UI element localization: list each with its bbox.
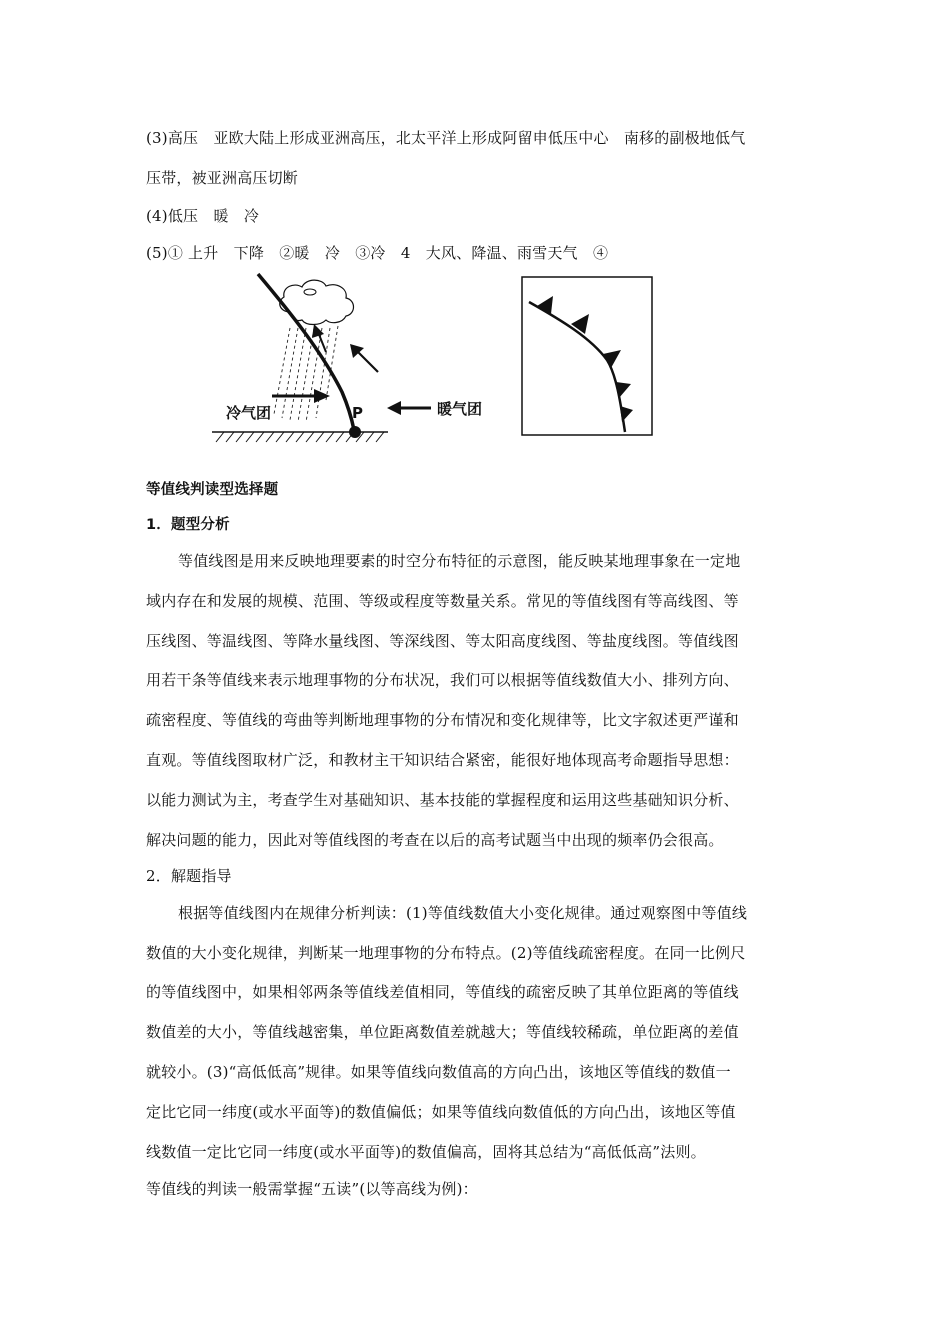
- para2-line-2: 数值的大小变化规律，判断某一地理事物的分布特点。(2)等值线疏密程度。在同一比例尺: [146, 944, 746, 962]
- cold-front-symbol-diagram: [521, 276, 653, 436]
- warm-air-group: [385, 392, 495, 428]
- para1-line-4: 用若干条等值线来表示地理事物的分布状况，我们可以根据等值线数值大小、排列方向、: [146, 671, 739, 689]
- para2-line-6: 定比它同一纬度(或水平面等)的数值偏低；如果等值线向数值低的方向凸出，该地区等值: [146, 1103, 736, 1121]
- answer-line-4: (4)低压 暖 冷: [146, 207, 260, 225]
- last-line: 等值线的判读一般需掌握“五读”(以等高线为例)：: [146, 1180, 478, 1198]
- para1-line-2: 域内存在和发展的规模、范围、等级或程度等数量关系。常见的等值线图有等高线图、等: [146, 592, 739, 610]
- point-p-label: P: [352, 404, 363, 422]
- para2-line-3: 的等值线图中，如果相邻两条等值线差值相同，等值线的疏密反映了其单位距离的等值线: [146, 983, 739, 1001]
- para1-line-8: 解决问题的能力，因此对等值线图的考查在以后的高考试题当中出现的频率仍会很高。: [146, 831, 724, 849]
- para1-line-3: 压线图、等温线图、等降水量线图、等深线图、等太阳高度线图、等盐度线图。等值线图: [146, 632, 739, 650]
- warm-air-arrow-icon: [350, 344, 378, 372]
- rain-lines: [274, 326, 338, 422]
- para2-line-1: 根据等值线图内在规律分析判读：(1)等值线数值大小变化规律。通过观察图中等值线: [178, 904, 748, 922]
- figure-frame: [522, 277, 652, 435]
- cloud-icon: [280, 280, 354, 324]
- answer-line-3b: 压带，被亚洲高压切断: [146, 169, 299, 187]
- para1-line-7: 以能力测试为主，考查学生对基础知识、基本技能的掌握程度和运用这些基础知识分析、: [146, 791, 739, 809]
- subsection-1-title: 1．题型分析: [146, 517, 230, 533]
- cold-front-diagram: [210, 272, 390, 452]
- subsection-2-title: 2．解题指导: [146, 867, 232, 885]
- para1-line-5: 疏密程度、等值线的弯曲等判断地理事物的分布情况和变化规律等，比文字叙述更严谨和: [146, 711, 739, 729]
- answer-line-5: (5)① 上升 下降 ②暖 冷 ③冷 4 大风、降温、雨雪天气 ④: [146, 244, 609, 262]
- para2-line-7: 线数值一定比它同一纬度(或水平面等)的数值偏高，固将其总结为“高低低高”法则。: [146, 1143, 706, 1161]
- point-p-marker: [349, 426, 361, 438]
- answer-line-3a: (3)高压 亚欧大陆上形成亚洲高压，北太平洋上形成阿留申低压中心 南移的副极地低气: [146, 129, 746, 147]
- cold-air-label: 冷气团: [226, 404, 272, 422]
- para2-line-4: 数值差的大小，等值线越密集，单位距离数值差就越大；等值线较稀疏，单位距离的差值: [146, 1023, 739, 1041]
- para1-line-1: 等值线图是用来反映地理要素的时空分布特征的示意图，能反映某地理事象在一定地: [178, 552, 741, 570]
- warm-air-left-arrow-icon: [387, 401, 431, 415]
- cold-air-arrow-icon: [272, 389, 330, 403]
- warm-air-label: 暖气团: [437, 400, 483, 418]
- section-title: 等值线判读型选择题: [146, 482, 279, 498]
- para1-line-6: 直观。等值线图取材广泛，和教材主干知识结合紧密，能很好地体现高考命题指导思想：: [146, 751, 739, 769]
- para2-line-5: 就较小。(3)“高低低高”规律。如果等值线向数值高的方向凸出，该地区等值线的数值一: [146, 1063, 731, 1081]
